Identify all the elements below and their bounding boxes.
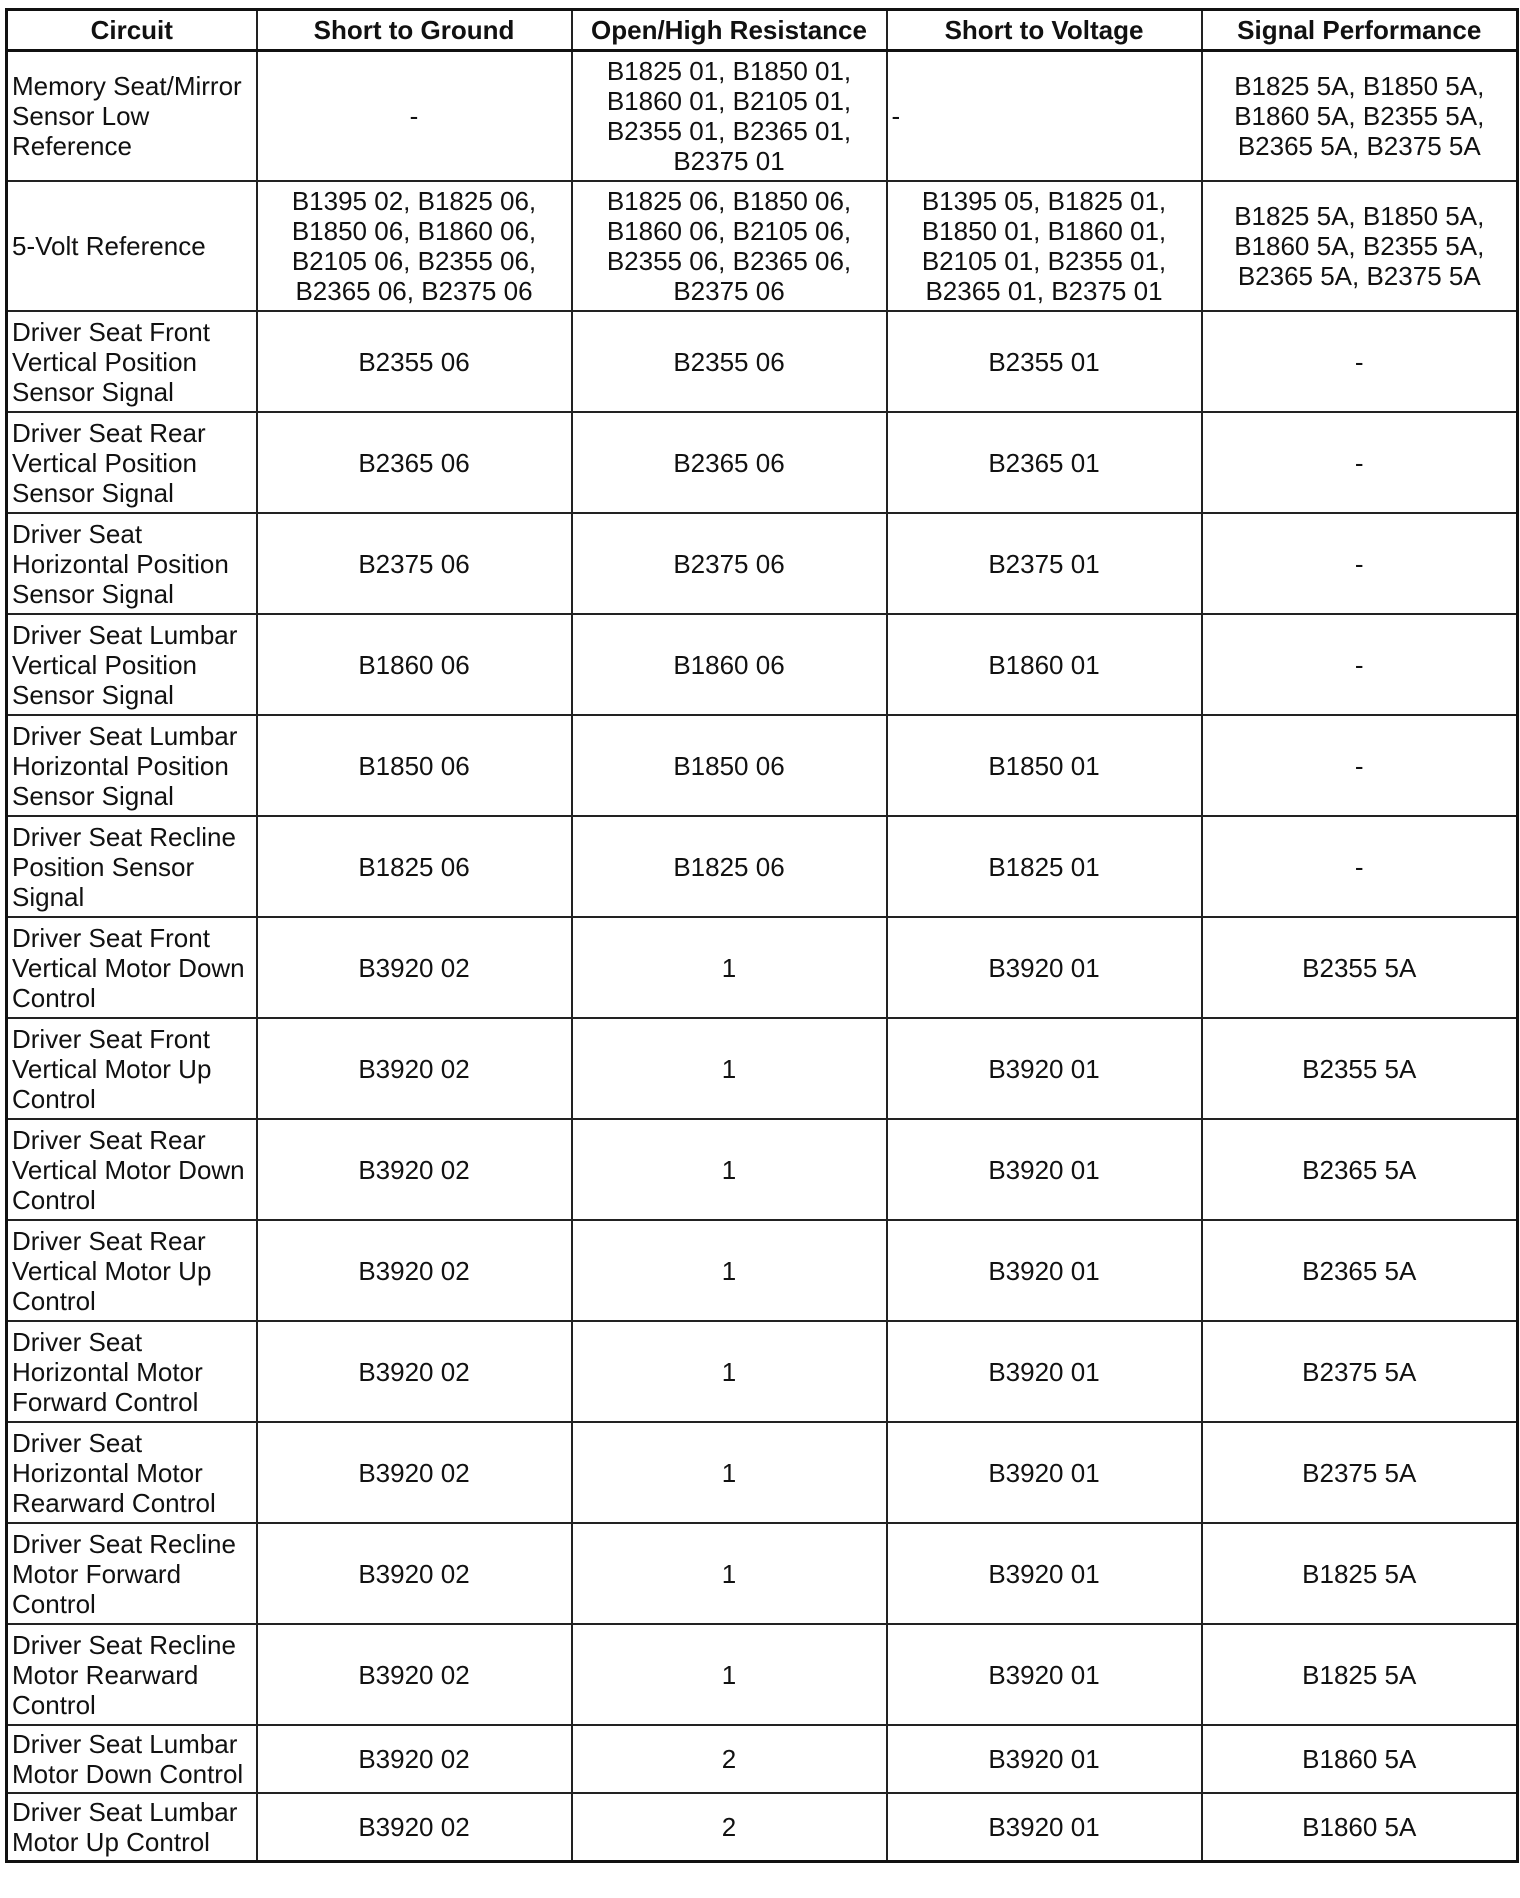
short-to-voltage-cell: - bbox=[887, 51, 1202, 182]
open-high-resistance-cell: 1 bbox=[572, 1422, 887, 1523]
open-high-resistance-cell: 1 bbox=[572, 1523, 887, 1624]
open-high-resistance-cell: B1850 06 bbox=[572, 715, 887, 816]
signal-performance-cell: B2365 5A bbox=[1202, 1119, 1518, 1220]
short-to-ground-cell: B1850 06 bbox=[257, 715, 572, 816]
signal-performance-cell: - bbox=[1202, 614, 1518, 715]
short-to-ground-cell: B3920 02 bbox=[257, 1624, 572, 1725]
table-row bbox=[7, 715, 1518, 816]
circuit-cell: Driver Seat Rear Vertical Position Sensor Signal bbox=[7, 412, 257, 513]
short-to-voltage-cell: B3920 01 bbox=[887, 1725, 1202, 1793]
short-to-voltage-cell: B3920 01 bbox=[887, 1523, 1202, 1624]
signal-performance-cell: - bbox=[1202, 715, 1518, 816]
short-to-ground-cell: B3920 02 bbox=[257, 1018, 572, 1119]
open-high-resistance-cell: B2355 06 bbox=[572, 311, 887, 412]
short-to-voltage-cell: B3920 01 bbox=[887, 1624, 1202, 1725]
short-to-ground-cell: B1395 02, B1825 06, B1850 06, B1860 06, B2105 06, B2355 06, B2365 06, B2375 06 bbox=[257, 181, 572, 311]
table-row bbox=[7, 1018, 1518, 1119]
short-to-voltage-cell: B2365 01 bbox=[887, 412, 1202, 513]
circuit-cell: Driver Seat Rear Vertical Motor Up Control bbox=[7, 1220, 257, 1321]
circuit-cell: Driver Seat Front Vertical Motor Up Control bbox=[7, 1018, 257, 1119]
short-to-ground-cell: B3920 02 bbox=[257, 1220, 572, 1321]
open-high-resistance-cell: 1 bbox=[572, 1018, 887, 1119]
circuit-cell: Driver Seat Horizontal Motor Rearward Control bbox=[7, 1422, 257, 1523]
short-to-voltage-cell: B1850 01 bbox=[887, 715, 1202, 816]
circuit-cell: Driver Seat Rear Vertical Motor Down Control bbox=[7, 1119, 257, 1220]
signal-performance-cell: B1825 5A bbox=[1202, 1523, 1518, 1624]
short-to-ground-cell: B3920 02 bbox=[257, 1119, 572, 1220]
signal-performance-cell: B1825 5A, B1850 5A, B1860 5A, B2355 5A, B2365 5A, B2375 5A bbox=[1202, 181, 1518, 311]
open-high-resistance-cell: 1 bbox=[572, 1119, 887, 1220]
open-high-resistance-cell: 2 bbox=[572, 1793, 887, 1862]
signal-performance-cell: B1825 5A bbox=[1202, 1624, 1518, 1725]
open-high-resistance-cell: B1825 06 bbox=[572, 816, 887, 917]
short-to-voltage-cell: B3920 01 bbox=[887, 1018, 1202, 1119]
table-row bbox=[7, 1725, 1518, 1793]
open-high-resistance-cell: B1825 06, B1850 06, B1860 06, B2105 06, B2355 06, B2365 06, B2375 06 bbox=[572, 181, 887, 311]
short-to-ground-cell: B3920 02 bbox=[257, 1422, 572, 1523]
short-to-ground-cell: B3920 02 bbox=[257, 1523, 572, 1624]
short-to-voltage-cell: B3920 01 bbox=[887, 1793, 1202, 1862]
table-row bbox=[7, 917, 1518, 1018]
short-to-voltage-cell: B2355 01 bbox=[887, 311, 1202, 412]
circuit-cell: 5-Volt Reference bbox=[7, 181, 257, 311]
circuit-cell: Driver Seat Lumbar Vertical Position Sensor Signal bbox=[7, 614, 257, 715]
signal-performance-cell: - bbox=[1202, 513, 1518, 614]
header-open-high-resistance: Open/High Resistance bbox=[572, 10, 887, 51]
open-high-resistance-cell: 1 bbox=[572, 917, 887, 1018]
circuit-cell: Driver Seat Lumbar Motor Down Control bbox=[7, 1725, 257, 1793]
circuit-cell: Driver Seat Lumbar Motor Up Control bbox=[7, 1793, 257, 1862]
short-to-ground-cell: B2355 06 bbox=[257, 311, 572, 412]
circuit-cell: Driver Seat Horizontal Motor Forward Control bbox=[7, 1321, 257, 1422]
header-short-to-voltage: Short to Voltage bbox=[887, 10, 1202, 51]
signal-performance-cell: B2355 5A bbox=[1202, 1018, 1518, 1119]
header-signal-performance: Signal Performance bbox=[1202, 10, 1518, 51]
short-to-ground-cell: - bbox=[257, 51, 572, 182]
signal-performance-cell: B2375 5A bbox=[1202, 1422, 1518, 1523]
signal-performance-cell: - bbox=[1202, 311, 1518, 412]
table-row bbox=[7, 1321, 1518, 1422]
circuit-cell: Memory Seat/Mirror Sensor Low Reference bbox=[7, 51, 257, 182]
short-to-ground-cell: B2365 06 bbox=[257, 412, 572, 513]
short-to-ground-cell: B1860 06 bbox=[257, 614, 572, 715]
table-row bbox=[7, 1220, 1518, 1321]
short-to-voltage-cell: B1860 01 bbox=[887, 614, 1202, 715]
table-row bbox=[7, 311, 1518, 412]
short-to-voltage-cell: B3920 01 bbox=[887, 1220, 1202, 1321]
table-row bbox=[7, 181, 1518, 311]
signal-performance-cell: B1860 5A bbox=[1202, 1725, 1518, 1793]
table-header-row bbox=[7, 10, 1518, 51]
signal-performance-cell: - bbox=[1202, 412, 1518, 513]
open-high-resistance-cell: 1 bbox=[572, 1321, 887, 1422]
open-high-resistance-cell: B1825 01, B1850 01, B1860 01, B2105 01, B2355 01, B2365 01, B2375 01 bbox=[572, 51, 887, 182]
table-row bbox=[7, 513, 1518, 614]
signal-performance-cell: B2355 5A bbox=[1202, 917, 1518, 1018]
open-high-resistance-cell: 1 bbox=[572, 1624, 887, 1725]
open-high-resistance-cell: B2365 06 bbox=[572, 412, 887, 513]
open-high-resistance-cell: 2 bbox=[572, 1725, 887, 1793]
table-row bbox=[7, 614, 1518, 715]
open-high-resistance-cell: 1 bbox=[572, 1220, 887, 1321]
table-row bbox=[7, 1119, 1518, 1220]
header-short-to-ground: Short to Ground bbox=[257, 10, 572, 51]
short-to-voltage-cell: B3920 01 bbox=[887, 917, 1202, 1018]
circuit-cell: Driver Seat Recline Position Sensor Signal bbox=[7, 816, 257, 917]
table-row bbox=[7, 1523, 1518, 1624]
short-to-voltage-cell: B3920 01 bbox=[887, 1119, 1202, 1220]
signal-performance-cell: B1860 5A bbox=[1202, 1793, 1518, 1862]
short-to-voltage-cell: B2375 01 bbox=[887, 513, 1202, 614]
circuit-cell: Driver Seat Recline Motor Forward Control bbox=[7, 1523, 257, 1624]
circuit-cell: Driver Seat Horizontal Position Sensor Signal bbox=[7, 513, 257, 614]
signal-performance-cell: B1825 5A, B1850 5A, B1860 5A, B2355 5A, B2365 5A, B2375 5A bbox=[1202, 51, 1518, 182]
table-row bbox=[7, 1624, 1518, 1725]
circuit-cell: Driver Seat Front Vertical Motor Down Control bbox=[7, 917, 257, 1018]
table-row bbox=[7, 1422, 1518, 1523]
short-to-ground-cell: B3920 02 bbox=[257, 1793, 572, 1862]
short-to-voltage-cell: B1825 01 bbox=[887, 816, 1202, 917]
circuit-cell: Driver Seat Front Vertical Position Sensor Signal bbox=[7, 311, 257, 412]
circuit-cell: Driver Seat Recline Motor Rearward Control bbox=[7, 1624, 257, 1725]
short-to-ground-cell: B2375 06 bbox=[257, 513, 572, 614]
open-high-resistance-cell: B1860 06 bbox=[572, 614, 887, 715]
table-row bbox=[7, 816, 1518, 917]
table-row bbox=[7, 1793, 1518, 1862]
short-to-ground-cell: B3920 02 bbox=[257, 1725, 572, 1793]
short-to-ground-cell: B3920 02 bbox=[257, 1321, 572, 1422]
circuit-cell: Driver Seat Lumbar Horizontal Position Sensor Signal bbox=[7, 715, 257, 816]
signal-performance-cell: - bbox=[1202, 816, 1518, 917]
short-to-ground-cell: B3920 02 bbox=[257, 917, 572, 1018]
short-to-voltage-cell: B3920 01 bbox=[887, 1422, 1202, 1523]
circuit-dtc-table bbox=[5, 8, 1519, 1863]
short-to-ground-cell: B1825 06 bbox=[257, 816, 572, 917]
table-row bbox=[7, 51, 1518, 182]
table-row bbox=[7, 412, 1518, 513]
signal-performance-cell: B2365 5A bbox=[1202, 1220, 1518, 1321]
header-circuit: Circuit bbox=[7, 10, 257, 51]
short-to-voltage-cell: B3920 01 bbox=[887, 1321, 1202, 1422]
signal-performance-cell: B2375 5A bbox=[1202, 1321, 1518, 1422]
short-to-voltage-cell: B1395 05, B1825 01, B1850 01, B1860 01, B2105 01, B2355 01, B2365 01, B2375 01 bbox=[887, 181, 1202, 311]
open-high-resistance-cell: B2375 06 bbox=[572, 513, 887, 614]
